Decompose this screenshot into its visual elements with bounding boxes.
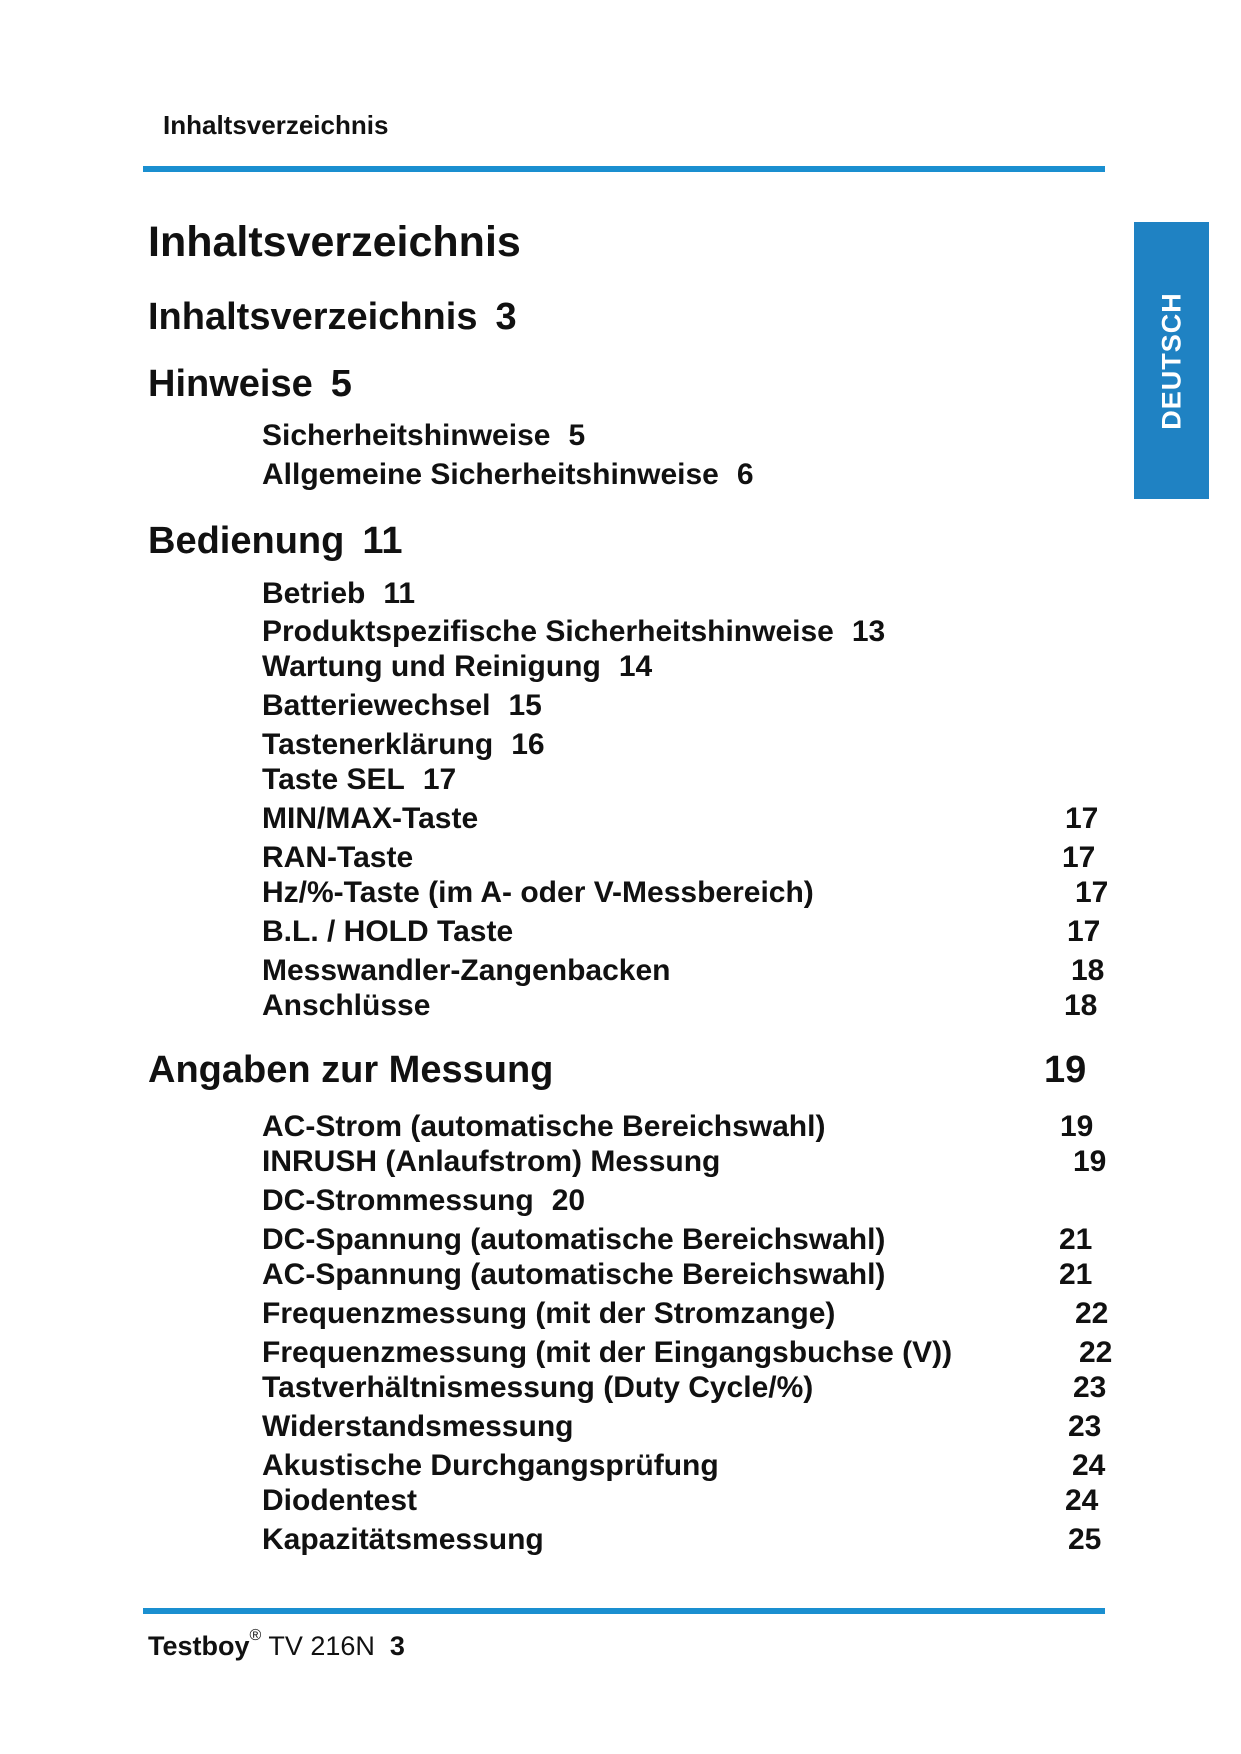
footer-model: TV 216N bbox=[268, 1631, 375, 1661]
toc-entry[interactable] bbox=[262, 1484, 1162, 1518]
running-head: Inhaltsverzeichnis bbox=[163, 110, 389, 140]
toc-label: Hinweise bbox=[148, 363, 313, 405]
toc-label: Akustische Durchgangsprüfung bbox=[262, 1449, 719, 1482]
toc-page: 17 bbox=[1067, 915, 1101, 948]
toc-page: 22 bbox=[1075, 1297, 1109, 1330]
toc-entry[interactable] bbox=[262, 915, 1162, 949]
toc-label: Diodentest bbox=[262, 1484, 418, 1517]
toc-page: 24 bbox=[1065, 1484, 1099, 1517]
page-footer bbox=[148, 1627, 405, 1662]
toc-label: INRUSH (Anlaufstrom) Messung bbox=[262, 1145, 721, 1178]
toc-page: 17 bbox=[422, 763, 457, 796]
toc-entry[interactable] bbox=[262, 458, 754, 492]
toc-entry[interactable] bbox=[262, 650, 652, 684]
toc-entry[interactable] bbox=[262, 1523, 1162, 1557]
toc-page: 19 bbox=[1073, 1145, 1107, 1178]
language-side-tab-label: DEUTSCH bbox=[1156, 291, 1186, 430]
language-side-tab bbox=[1134, 222, 1209, 499]
toc-label: Frequenzmessung (mit der Stromzange) bbox=[262, 1297, 836, 1330]
footer-page-number: 3 bbox=[389, 1631, 405, 1661]
toc-label: Sicherheitshinweise bbox=[262, 419, 551, 452]
footer-rule bbox=[143, 1608, 1105, 1614]
toc-label: Bedienung bbox=[148, 520, 345, 562]
toc-page: 6 bbox=[736, 458, 754, 491]
toc-page: 17 bbox=[1065, 802, 1099, 835]
toc-entry[interactable] bbox=[262, 876, 1162, 910]
toc-entry[interactable] bbox=[262, 689, 542, 723]
toc-page: 18 bbox=[1071, 954, 1105, 987]
toc-entry[interactable] bbox=[262, 1145, 1162, 1179]
toc-label: MIN/MAX-Taste bbox=[262, 802, 479, 835]
toc-entry[interactable] bbox=[262, 1258, 1162, 1292]
toc-label: DC-Strommessung bbox=[262, 1184, 534, 1217]
toc-entry[interactable] bbox=[262, 1371, 1162, 1405]
toc-entry[interactable] bbox=[262, 763, 456, 797]
toc-page: 11 bbox=[362, 520, 403, 562]
toc-page: 5 bbox=[330, 363, 352, 405]
toc-entry[interactable] bbox=[262, 1449, 1162, 1483]
toc-label: Widerstandsmessung bbox=[262, 1410, 574, 1443]
toc-page: 19 bbox=[1060, 1110, 1094, 1143]
toc-entry[interactable] bbox=[262, 577, 415, 611]
toc-page: 23 bbox=[1073, 1371, 1107, 1404]
toc-label: AC-Strom (automatische Bereichswahl) bbox=[262, 1110, 826, 1143]
toc-label: Kapazitätsmessung bbox=[262, 1523, 544, 1556]
toc-page: 13 bbox=[851, 615, 886, 648]
toc-entry[interactable] bbox=[262, 954, 1162, 988]
toc-label: Produktspezifische Sicherheitshinweise bbox=[262, 615, 834, 648]
toc-label: Frequenzmessung (mit der Eingangsbuchse (V)) bbox=[262, 1336, 953, 1369]
toc-label: Hz/%-Taste (im A- oder V-Messbereich) bbox=[262, 876, 814, 909]
toc-entry[interactable] bbox=[262, 1297, 1162, 1331]
toc-section-inhaltsverzeichnis[interactable] bbox=[148, 296, 517, 339]
toc-label: Angaben zur Messung bbox=[148, 1049, 554, 1091]
toc-page: 17 bbox=[1062, 841, 1096, 874]
toc-label: Taste SEL bbox=[262, 763, 405, 796]
toc-label: Tastverhältnismessung (Duty Cycle/%) bbox=[262, 1371, 814, 1404]
toc-entry[interactable] bbox=[262, 1110, 1162, 1144]
toc-page: 14 bbox=[618, 650, 653, 683]
toc-entry[interactable] bbox=[262, 1223, 1162, 1257]
toc-label: Inhaltsverzeichnis bbox=[148, 296, 478, 338]
toc-page: 17 bbox=[1075, 876, 1109, 909]
toc-page: 20 bbox=[551, 1184, 586, 1217]
toc-entry[interactable] bbox=[262, 989, 1162, 1023]
toc-page: 22 bbox=[1079, 1336, 1113, 1369]
toc-label: Anschlüsse bbox=[262, 989, 431, 1022]
header-rule bbox=[143, 166, 1105, 172]
toc-entry[interactable] bbox=[262, 419, 585, 453]
toc-page: 5 bbox=[568, 419, 586, 452]
toc-entry[interactable] bbox=[262, 1336, 1162, 1370]
toc-label: Betrieb bbox=[262, 577, 366, 610]
toc-section-bedienung[interactable] bbox=[148, 520, 403, 563]
toc-page: 16 bbox=[511, 728, 545, 761]
toc-entry[interactable] bbox=[262, 1410, 1162, 1444]
registered-mark: ® bbox=[249, 1627, 262, 1644]
toc-entry[interactable] bbox=[262, 1184, 585, 1218]
toc-label: RAN-Taste bbox=[262, 841, 414, 874]
toc-page: 21 bbox=[1059, 1223, 1093, 1256]
toc-entry[interactable] bbox=[262, 802, 1162, 836]
toc-entry[interactable] bbox=[262, 841, 1162, 875]
toc-page: 11 bbox=[383, 577, 416, 610]
toc-label: Messwandler-Zangenbacken bbox=[262, 954, 671, 987]
toc-label: AC-Spannung (automatische Bereichswahl) bbox=[262, 1258, 886, 1291]
toc-label: Tastenerklärung bbox=[262, 728, 494, 761]
toc-label: DC-Spannung (automatische Bereichswahl) bbox=[262, 1223, 886, 1256]
toc-entry[interactable] bbox=[262, 615, 885, 649]
toc-label: B.L. / HOLD Taste bbox=[262, 915, 514, 948]
toc-page: 21 bbox=[1059, 1258, 1093, 1291]
toc-label: Wartung und Reinigung bbox=[262, 650, 601, 683]
toc-section-hinweise[interactable] bbox=[148, 363, 352, 406]
toc-page: 18 bbox=[1064, 989, 1098, 1022]
page-title: Inhaltsverzeichnis bbox=[148, 218, 521, 266]
toc-page: 24 bbox=[1072, 1449, 1106, 1482]
toc-label: Allgemeine Sicherheitshinweise bbox=[262, 458, 719, 491]
toc-page: 3 bbox=[495, 296, 517, 338]
toc-page: 23 bbox=[1068, 1410, 1102, 1443]
toc-section-angaben-zur-messung[interactable] bbox=[148, 1049, 1148, 1092]
toc-page: 15 bbox=[508, 689, 542, 722]
toc-page: 25 bbox=[1068, 1523, 1102, 1556]
toc-page: 19 bbox=[1044, 1049, 1087, 1091]
toc-label: Batteriewechsel bbox=[262, 689, 491, 722]
toc-entry[interactable] bbox=[262, 728, 545, 762]
footer-brand: Testboy bbox=[148, 1631, 250, 1661]
